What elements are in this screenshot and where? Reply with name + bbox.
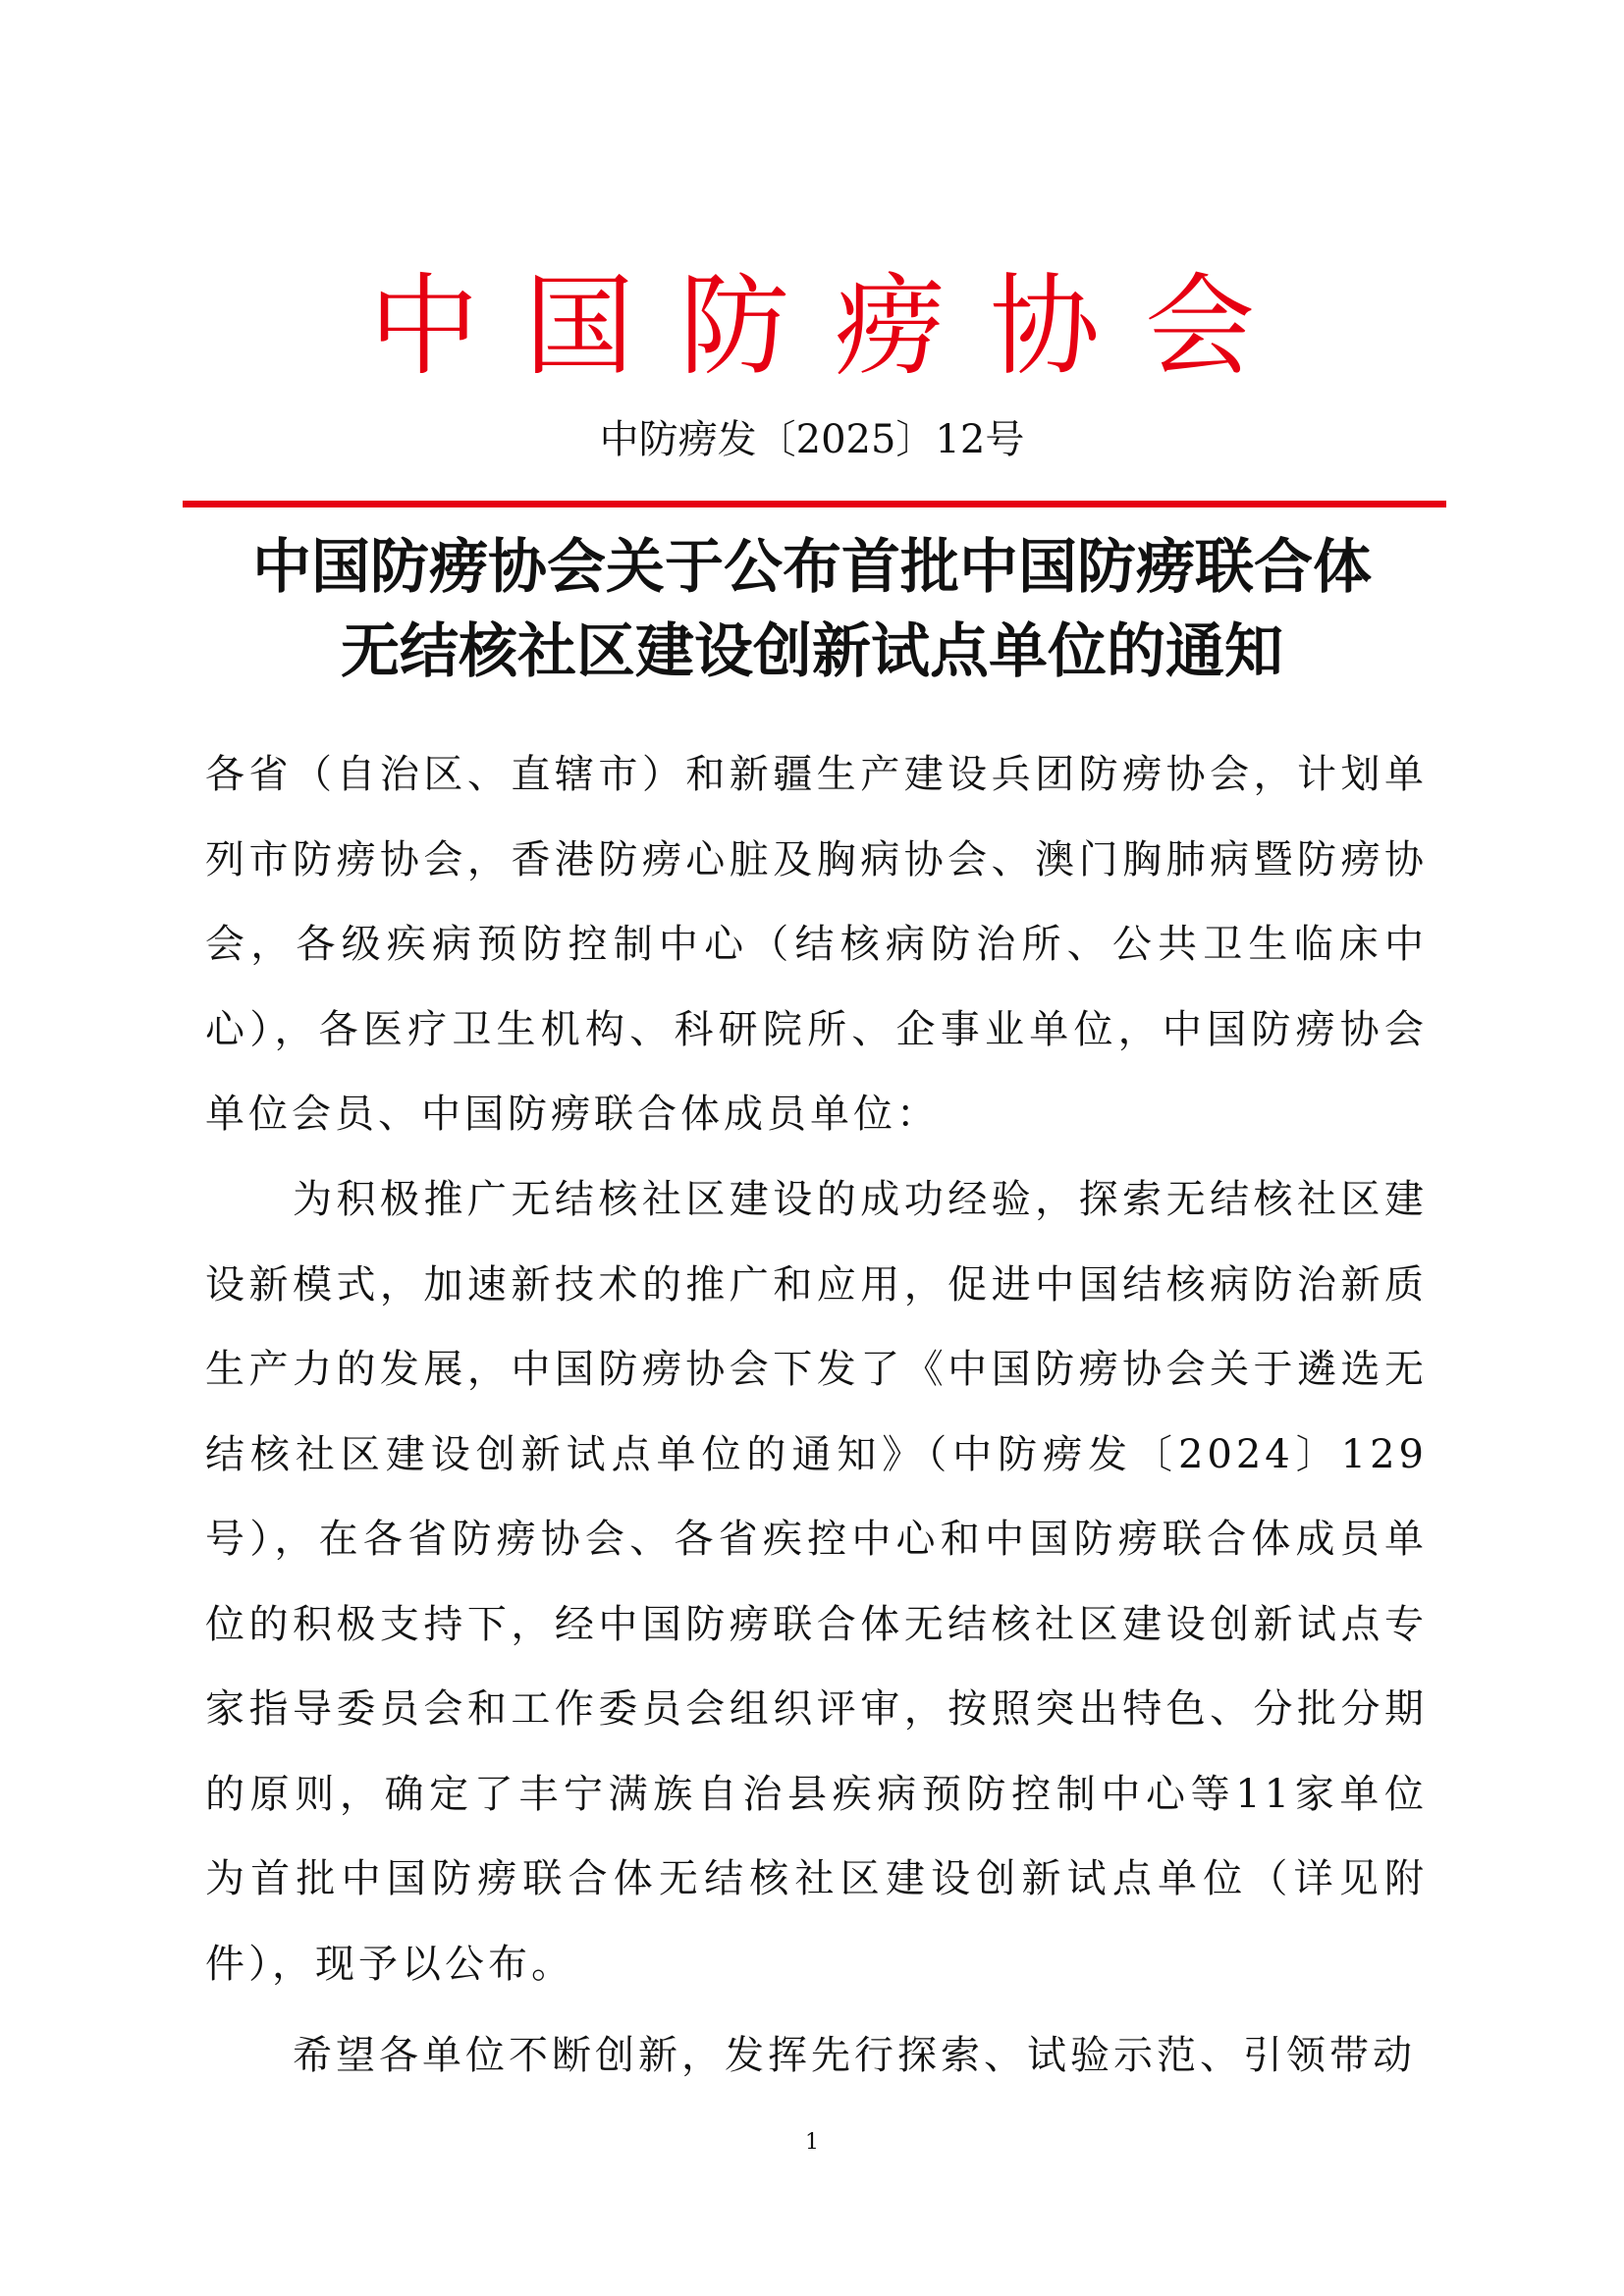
- notice-title-line-1: 中国防痨协会关于公布首批中国防痨联合体: [252, 533, 1372, 602]
- body-paragraph-2: 希望各单位不断创新，发挥先行探索、试验示范、引领带动: [293, 2033, 1416, 2078]
- red-divider-rule: [183, 501, 1446, 507]
- salutation-paragraph: 各省（自治区、直辖市）和新疆生产建设兵团防痨协会，计划单列市防痨协会，香港防痨心脏及胸病协会、澳门胸肺病暨防痨协会，各级疾病预防控制中心（结核病防治所、公共卫生临床中心），各医疗卫生机构、科研院所、企事业单位，中国防痨协会单位会员、中国防痨联合体成员单位：: [205, 752, 1428, 1137]
- organization-header: 中国防痨协会: [369, 263, 1300, 391]
- body-paragraph-1: 为积极推广无结核社区建设的成功经验，探索无结核社区建设新模式，加速新技术的推广和应用，促进中国结核病防治新质生产力的发展，中国防痨协会下发了《中国防痨协会关于遴选无结核社区建设创新试点单位的通知》（中防痨发〔2024〕129号），在各省防痨协会、各省疾控中心和中国防痨联合体成员单位的积极支持下，经中国防痨联合体无结核社区建设创新试点专家指导委员会和工作委员会组织评审，按照突出特色、分批分期的原则，确定了丰宁满族自治县疾病预防控制中心等11家单位为首批中国防痨联合体无结核社区建设创新试点单位（详见附件），现予以公布。: [205, 1177, 1428, 1987]
- document-number: 中防痨发〔2025〕12号: [599, 417, 1025, 462]
- notice-title-line-2: 无结核社区建设创新试点单位的通知: [341, 617, 1283, 686]
- page-number: 1: [805, 2130, 819, 2155]
